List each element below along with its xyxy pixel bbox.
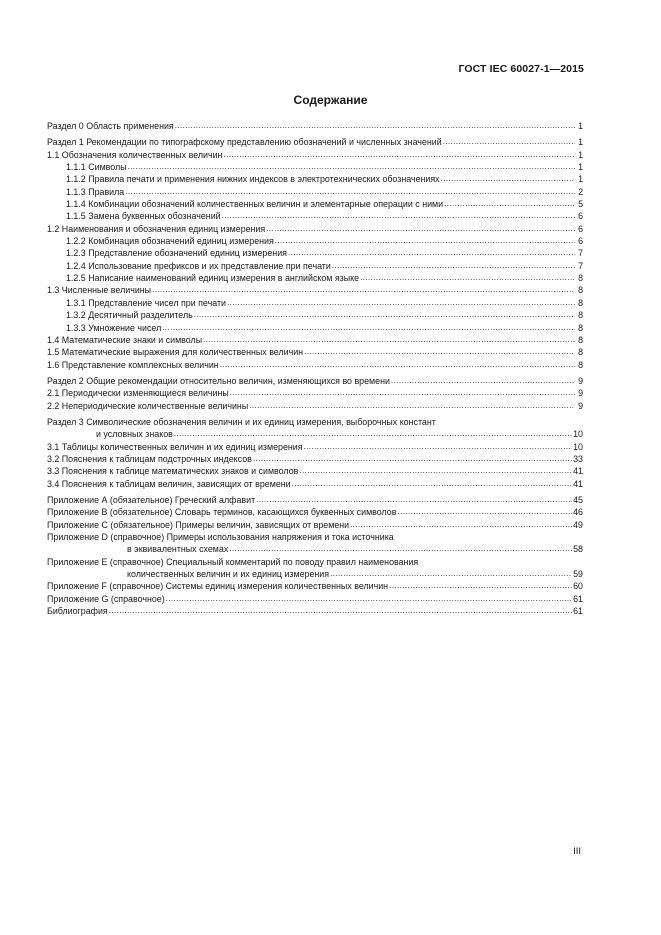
dot-leader <box>152 283 575 296</box>
toc-entry-label: Приложение D (справочное) Примеры использования напряжения и тока источника <box>47 532 394 542</box>
toc-entry-label: Приложение С (обязательное) Примеры величин, зависящих от времени <box>47 519 350 530</box>
toc-entry-page: 1 <box>578 149 583 160</box>
toc-entry-label: 1.3.2 Десятичный разделитель <box>66 310 193 321</box>
toc-entry-label: 1.3.1 Представление чисел при печати <box>66 297 226 308</box>
toc-entry-label: 1.2.4 Использование префиксов и их представление при печати <box>66 260 331 271</box>
toc-entry-page: 8 <box>578 322 583 333</box>
toc-entry-page: 1 <box>578 137 583 148</box>
toc-entry[interactable] <box>47 519 583 531</box>
toc-entry-page: 8 <box>578 347 583 358</box>
toc-entry-label: 1.1.5 Замена буквенных обозначений <box>66 211 221 222</box>
dot-leader <box>304 440 573 453</box>
dot-leader <box>256 493 572 506</box>
toc-entry-label: 3.3 Пояснения к таблице математических знаков и символов <box>47 466 299 477</box>
toc-entry[interactable] <box>47 605 583 617</box>
page-number: III <box>573 846 581 857</box>
dot-leader <box>166 592 572 605</box>
dot-leader <box>223 148 575 161</box>
toc-entry-label: 3.1 Таблицы количественных величин и их единиц измерения <box>47 441 303 452</box>
toc-entry-label: 1.3 Численные величины <box>47 285 152 296</box>
toc-entry-label: 1.1.2 Правила печати и применения нижних индексов в электротехнических обозначениях <box>66 174 440 185</box>
toc-entry-label: 2.2 Непериодические количественные величины <box>47 400 249 411</box>
dot-leader <box>444 197 575 210</box>
toc-entry-page: 9 <box>578 375 583 386</box>
toc-entry-page: 9 <box>578 388 583 399</box>
dot-leader <box>175 119 575 132</box>
toc-entry-label: 1.2 Наименования и обозначения единиц измерения <box>47 223 266 234</box>
toc-entry-label: количественных величин и их единиц измерения <box>127 569 330 580</box>
toc-entry-page: 8 <box>578 273 583 284</box>
toc-entry-page: 6 <box>578 236 583 247</box>
dot-leader <box>389 579 572 592</box>
toc-entry-page: 8 <box>578 310 583 321</box>
toc-entry-label: 1.4 Математические знаки и символы <box>47 334 203 345</box>
toc-entry-page: 58 <box>573 544 583 555</box>
toc-entry-label: Раздел 3 Символические обозначения величин и их единиц измерения, выборочных констант <box>47 416 436 427</box>
toc-entry[interactable] <box>47 478 583 490</box>
toc-entry[interactable] <box>47 120 583 132</box>
toc-entry-page: 8 <box>578 334 583 345</box>
dot-leader <box>266 222 575 235</box>
dot-leader <box>174 427 572 440</box>
toc-entry-page: 9 <box>578 400 583 411</box>
toc-entry-page: 6 <box>578 223 583 234</box>
dot-leader <box>441 172 575 185</box>
toc-entry-page: 41 <box>573 478 583 489</box>
toc-entry-page: 41 <box>573 466 583 477</box>
toc-entry-label: Приложение Е (справочное) Специальный комментарий по поводу правил наименования <box>47 556 419 567</box>
dot-leader <box>443 135 575 148</box>
toc-entry-label: в эквивалентных схемах <box>127 544 229 555</box>
toc-entry-page: 33 <box>573 453 583 464</box>
dot-leader <box>128 160 575 173</box>
toc-entry-label: Приложение А (обязательное) Греческий алфавит <box>47 494 256 505</box>
toc-entry-page: 59 <box>573 569 583 580</box>
toc-entry-page: 8 <box>578 297 583 308</box>
toc-entry-label: 1.1.4 Комбинации обозначений количественных величин и элементарные операции с ними <box>66 199 444 210</box>
toc-entry-page: 49 <box>573 519 583 530</box>
dot-leader <box>391 374 575 387</box>
dot-leader <box>249 399 575 412</box>
toc-entry-label: Раздел 1 Рекомендации по типографскому представлению обозначений и численных значений <box>47 137 442 148</box>
dot-leader <box>109 604 572 617</box>
dot-leader <box>299 464 572 477</box>
toc-entry-label: Раздел 0 Область применения <box>47 121 174 131</box>
dot-leader <box>253 452 572 465</box>
toc-entry-label: 1.1.1 Символы <box>66 162 127 173</box>
toc-entry-label: 1.2.5 Написание наименований единиц измерения в английском языке <box>66 273 360 284</box>
toc-entry[interactable] <box>47 543 583 555</box>
dot-leader <box>292 477 572 490</box>
toc-entry-page: 7 <box>578 260 583 271</box>
page-title: Содержание <box>293 93 368 107</box>
dot-leader <box>227 296 575 309</box>
toc-entry-label: 3.4 Пояснения к таблицам величин, зависящих от времени <box>47 478 291 489</box>
dot-leader <box>230 386 575 399</box>
toc-entry-page: 2 <box>578 186 583 197</box>
toc-entry-label: 1.1.3 Правила <box>66 186 125 197</box>
toc-entry-page: 7 <box>578 248 583 259</box>
toc-entry-page: 10 <box>573 441 583 452</box>
toc-entry-label: 1.3.3 Умножение чисел <box>66 322 162 333</box>
toc-entry-label: и условных знаков <box>96 429 173 440</box>
toc-entry-page: 61 <box>573 606 583 617</box>
toc-entry-page: 10 <box>573 429 583 440</box>
toc-entry-label: 1.2.3 Представление обозначений единиц измерения <box>66 248 287 259</box>
toc-entry-label: Приложение F (справочное) Системы единиц измерения количественных величин <box>47 581 389 592</box>
toc-entry[interactable] <box>47 400 583 412</box>
dot-leader <box>222 209 575 222</box>
dot-leader <box>275 234 575 247</box>
dot-leader <box>397 505 572 518</box>
dot-leader <box>194 308 575 321</box>
toc-entry-page: 45 <box>573 494 583 505</box>
dot-leader <box>332 259 575 272</box>
toc-entry-page: 8 <box>578 285 583 296</box>
dot-leader <box>229 542 572 555</box>
toc-entry-page: 46 <box>573 507 583 518</box>
toc-entry-label: Приложение G (справочное) <box>47 593 165 604</box>
dot-leader <box>203 333 575 346</box>
toc-entry-label: Приложение В (обязательное) Словарь терминов, касающихся буквенных символов <box>47 507 397 518</box>
toc-entry[interactable] <box>47 359 583 371</box>
dot-leader <box>162 321 575 334</box>
toc-entry-label: 1.1 Обозначения количественных величин <box>47 149 223 160</box>
toc-entry-label: 2.1 Периодически изменяющиеся величины <box>47 388 229 399</box>
toc-entry-page: 60 <box>573 581 583 592</box>
toc-entry-label: 1.5 Математические выражения для количественных величин <box>47 347 304 358</box>
toc-entry-page: 8 <box>578 359 583 370</box>
dot-leader <box>304 345 575 358</box>
dot-leader <box>330 567 572 580</box>
table-of-contents <box>47 120 583 617</box>
toc-entry-page: 5 <box>578 199 583 210</box>
toc-entry-label: Библиография <box>47 606 108 617</box>
toc-entry-page: 1 <box>578 162 583 173</box>
toc-entry-label: 1.2.2 Комбинация обозначений единиц измерения <box>66 236 274 247</box>
toc-entry-label: 1.6 Представление комплексных величин <box>47 359 219 370</box>
toc-entry-page: 1 <box>578 121 583 131</box>
document-code: ГОСТ IEC 60027-1—2015 <box>458 63 584 75</box>
toc-entry-page: 6 <box>578 211 583 222</box>
toc-entry-page: 61 <box>573 593 583 604</box>
toc-entry-label: Раздел 2 Общие рекомендации относительно величин, изменяющихся во времени <box>47 375 390 386</box>
toc-entry-label: 3.2 Пояснения к таблицам подстрочных индексов <box>47 453 252 464</box>
dot-leader <box>360 271 575 284</box>
dot-leader <box>125 185 575 198</box>
dot-leader <box>350 518 572 531</box>
dot-leader <box>288 246 575 259</box>
dot-leader <box>220 358 575 371</box>
toc-entry-page: 1 <box>578 174 583 185</box>
